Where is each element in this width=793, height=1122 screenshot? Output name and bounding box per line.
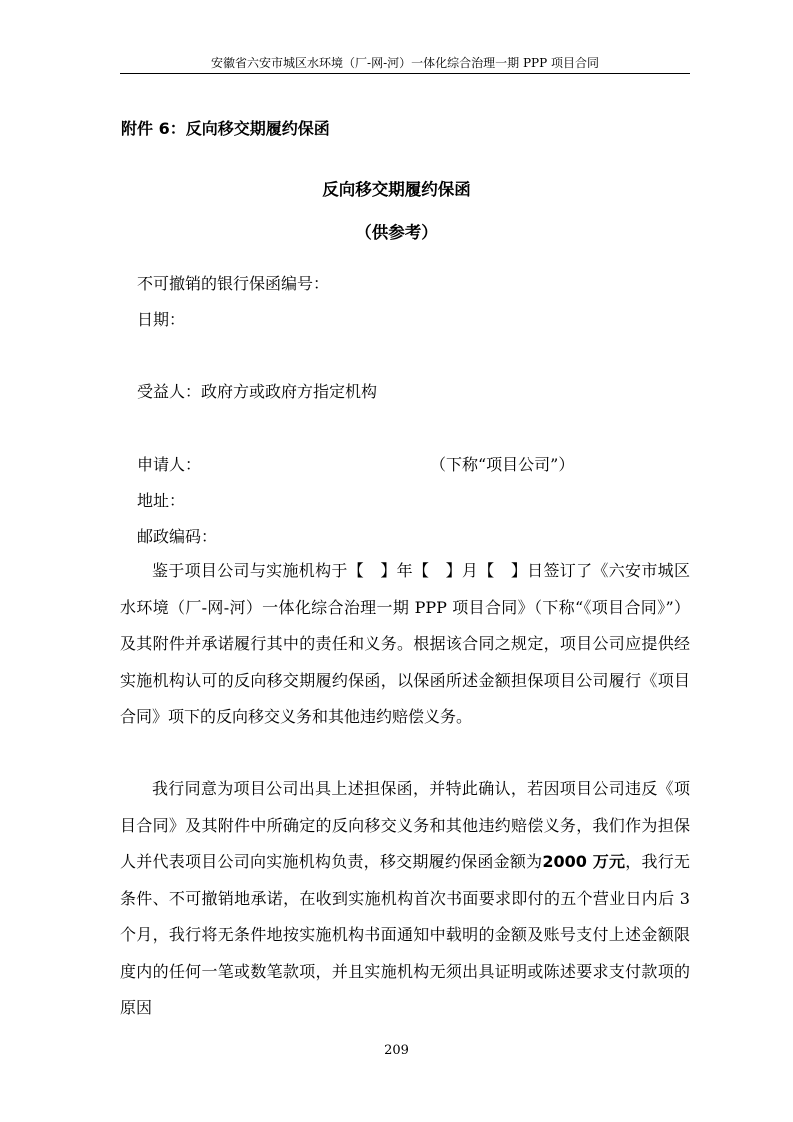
applicant-label: 申请人： bbox=[137, 455, 202, 474]
running-header: 安徽省六安市城区水环境（厂-网-河）一体化综合治理一期 PPP 项目合同 bbox=[211, 56, 599, 70]
undertaking-text-before: 我行同意为项目公司出具上述担保函，并特此确认，若因项目公司违反《项目合同》及其附件中所确定的反向移交义务和其他违约赔偿义务，我们作为担保人并代表项目公司向实施机构负责，移交期履约保函金额为 bbox=[120, 779, 690, 871]
date-label: 日期： bbox=[137, 310, 186, 329]
paragraph-undertaking bbox=[120, 771, 690, 1027]
applicant-note: （下称“项目公司”） bbox=[430, 455, 575, 474]
document-title: 反向移交期履约保函 bbox=[322, 180, 471, 199]
guarantee-amount: 2000 万元 bbox=[542, 852, 626, 871]
beneficiary-label: 受益人：政府方或政府方指定机构 bbox=[137, 382, 378, 401]
document-subtitle: （供参考） bbox=[355, 223, 438, 242]
undertaking-text-after: ，我行无条件、不可撤销地承诺，在收到实施机构首次书面要求即付的五个营业日内后 3 个月，我行将无条件地按实施机构书面通知中载明的金额及账号支付上述金额限度内的任何一笔或数笔款项，并且实施机构无须出具证明或陈述要求支付款项的原因 bbox=[120, 852, 690, 1017]
annex-title: 附件 6：反向移交期履约保函 bbox=[121, 119, 330, 138]
page-number: 209 bbox=[384, 1043, 409, 1058]
postal-code-label: 邮政编码： bbox=[137, 527, 218, 546]
header-divider bbox=[120, 73, 690, 74]
address-label: 地址： bbox=[137, 491, 186, 510]
paragraph-recital: 鉴于项目公司与实施机构于【 】年【 】月【 】日签订了《六安市城区水环境（厂-网-河）一体化综合治理一期 PPP 项目合同》（下称“《项目合同》”）及其附件并承诺履行其中的责任和义务。根据该合同之规定，项目公司应提供经实施机构认可的反向移交期履约保函，以保函所述金额担保项目公司履行《项目合同》项下的反向移交义务和其他违约赔偿义务。 bbox=[120, 561, 690, 726]
guarantee-number-label: 不可撤销的银行保函编号： bbox=[137, 274, 330, 293]
